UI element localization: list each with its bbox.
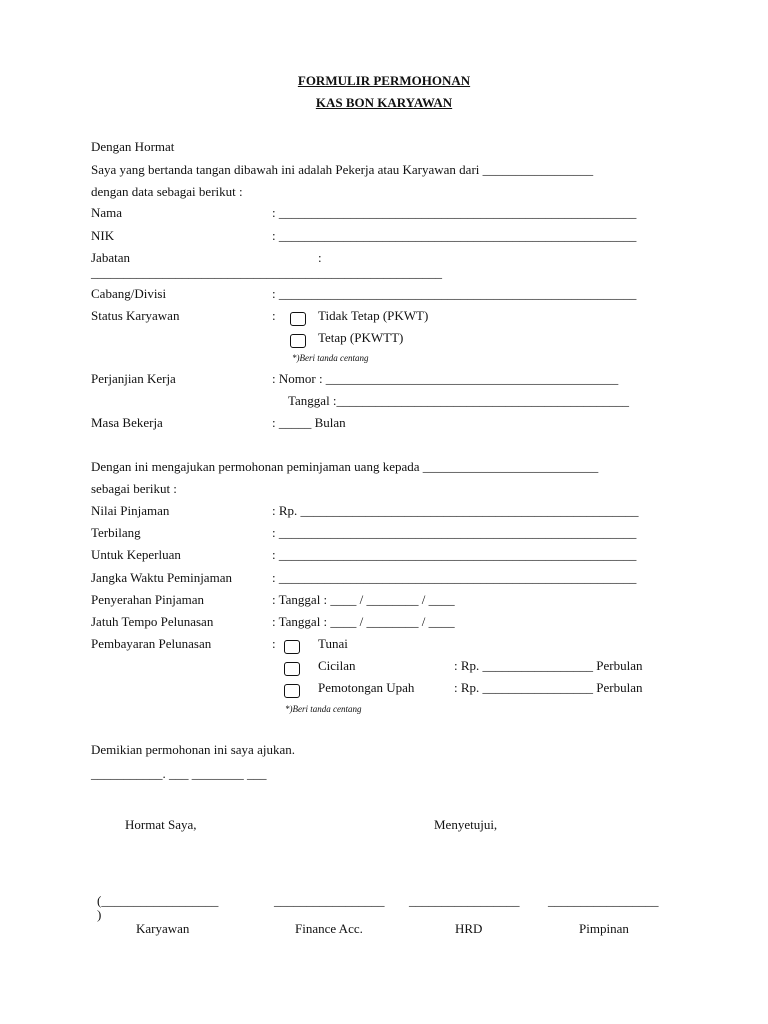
nilai-label: Nilai Pinjaman bbox=[91, 503, 170, 518]
hormat-saya: Hormat Saya, bbox=[125, 817, 197, 832]
menyetujui: Menyetujui, bbox=[434, 817, 498, 832]
cabang-label: Cabang/Divisi bbox=[91, 286, 167, 301]
potongan-label: Pemotongan Upah bbox=[318, 680, 415, 695]
potongan-checkbox[interactable] bbox=[284, 684, 300, 698]
pembayaran-label: Pembayaran Pelunasan bbox=[91, 636, 212, 651]
pembayaran-colon: : bbox=[272, 636, 276, 651]
cicilan-checkbox[interactable] bbox=[284, 662, 300, 676]
status-note: *)Beri tanda centang bbox=[292, 353, 369, 363]
tunai-checkbox[interactable] bbox=[284, 640, 300, 654]
jatuh-tempo-label: Jatuh Tempo Pelunasan bbox=[91, 614, 214, 629]
signature-line-karyawan[interactable]: (__________________ bbox=[97, 893, 219, 908]
pembayaran-note: *)Beri tanda centang bbox=[285, 704, 362, 714]
jangka-field[interactable]: : _______________________________________________________ bbox=[272, 570, 637, 585]
masa-label: Masa Bekerja bbox=[91, 415, 163, 430]
jatuh-tempo-field[interactable]: : Tanggal : ____ / ________ / ____ bbox=[272, 614, 455, 629]
perjanjian-label: Perjanjian Kerja bbox=[91, 371, 176, 386]
nama-label: Nama bbox=[91, 205, 123, 220]
keperluan-label: Untuk Keperluan bbox=[91, 547, 181, 562]
cicilan-amount-field[interactable]: : Rp. _________________ Perbulan bbox=[454, 658, 643, 673]
loan-request: Dengan ini mengajukan permohonan peminjaman uang kepada ___________________________ bbox=[91, 459, 599, 474]
closing-text: Demikian permohonan ini saya ajukan. bbox=[91, 742, 295, 757]
loan-request-intro: sebagai berikut : bbox=[91, 481, 177, 496]
pkwtt-checkbox[interactable] bbox=[290, 334, 306, 348]
potongan-amount-field[interactable]: : Rp. _________________ Perbulan bbox=[454, 680, 643, 695]
perjanjian-nomor-field[interactable]: : Nomor : _____________________________________________ bbox=[272, 371, 619, 386]
signer-finance: Finance Acc. bbox=[295, 921, 363, 936]
jabatan-field[interactable]: ______________________________________________________ bbox=[91, 265, 442, 280]
penyerahan-label: Penyerahan Pinjaman bbox=[91, 592, 204, 607]
data-intro: dengan data sebagai berikut : bbox=[91, 184, 243, 199]
signature-line-pimpinan[interactable]: _________________ bbox=[548, 893, 659, 908]
signature-line-finance[interactable]: _________________ bbox=[274, 893, 385, 908]
nik-label: NIK bbox=[91, 228, 115, 243]
keperluan-field[interactable]: : _______________________________________________________ bbox=[272, 547, 637, 562]
penyerahan-field[interactable]: : Tanggal : ____ / ________ / ____ bbox=[272, 592, 455, 607]
terbilang-label: Terbilang bbox=[91, 525, 141, 540]
perjanjian-tanggal-field[interactable]: Tanggal :_____________________________________________ bbox=[288, 393, 630, 408]
pkwtt-label: Tetap (PKWTT) bbox=[318, 330, 404, 345]
nama-field[interactable]: : _______________________________________________________ bbox=[272, 205, 637, 220]
nik-field[interactable]: : _______________________________________________________ bbox=[272, 228, 637, 243]
signer-hrd: HRD bbox=[455, 921, 483, 936]
signer-karyawan: Karyawan bbox=[136, 921, 190, 936]
signer-pimpinan: Pimpinan bbox=[579, 921, 629, 936]
masa-field[interactable]: : _____ Bulan bbox=[272, 415, 346, 430]
pkwt-label: Tidak Tetap (PKWT) bbox=[318, 308, 429, 323]
signature-close-paren: ) bbox=[97, 907, 102, 922]
tunai-label: Tunai bbox=[318, 636, 348, 651]
nilai-field[interactable]: : Rp. ____________________________________________________ bbox=[272, 503, 639, 518]
jabatan-label: Jabatan bbox=[91, 250, 130, 265]
place-date-field[interactable]: ___________. ___ ________ ___ bbox=[91, 766, 267, 781]
signature-line-hrd[interactable]: _________________ bbox=[409, 893, 520, 908]
jangka-label: Jangka Waktu Peminjaman bbox=[91, 570, 232, 585]
terbilang-field[interactable]: : _______________________________________________________ bbox=[272, 525, 637, 540]
cabang-field[interactable]: : _______________________________________________________ bbox=[272, 286, 637, 301]
jabatan-colon: : bbox=[318, 250, 322, 265]
form-title: FORMULIR PERMOHONAN bbox=[297, 73, 471, 88]
greeting: Dengan Hormat bbox=[91, 139, 175, 154]
statement: Saya yang bertanda tangan dibawah ini adalah Pekerja atau Karyawan dari _________________ bbox=[91, 162, 594, 177]
status-colon: : bbox=[272, 308, 276, 323]
form-subtitle: KAS BON KARYAWAN bbox=[315, 95, 453, 110]
status-label: Status Karyawan bbox=[91, 308, 180, 323]
cicilan-label: Cicilan bbox=[318, 658, 356, 673]
pkwt-checkbox[interactable] bbox=[290, 312, 306, 326]
